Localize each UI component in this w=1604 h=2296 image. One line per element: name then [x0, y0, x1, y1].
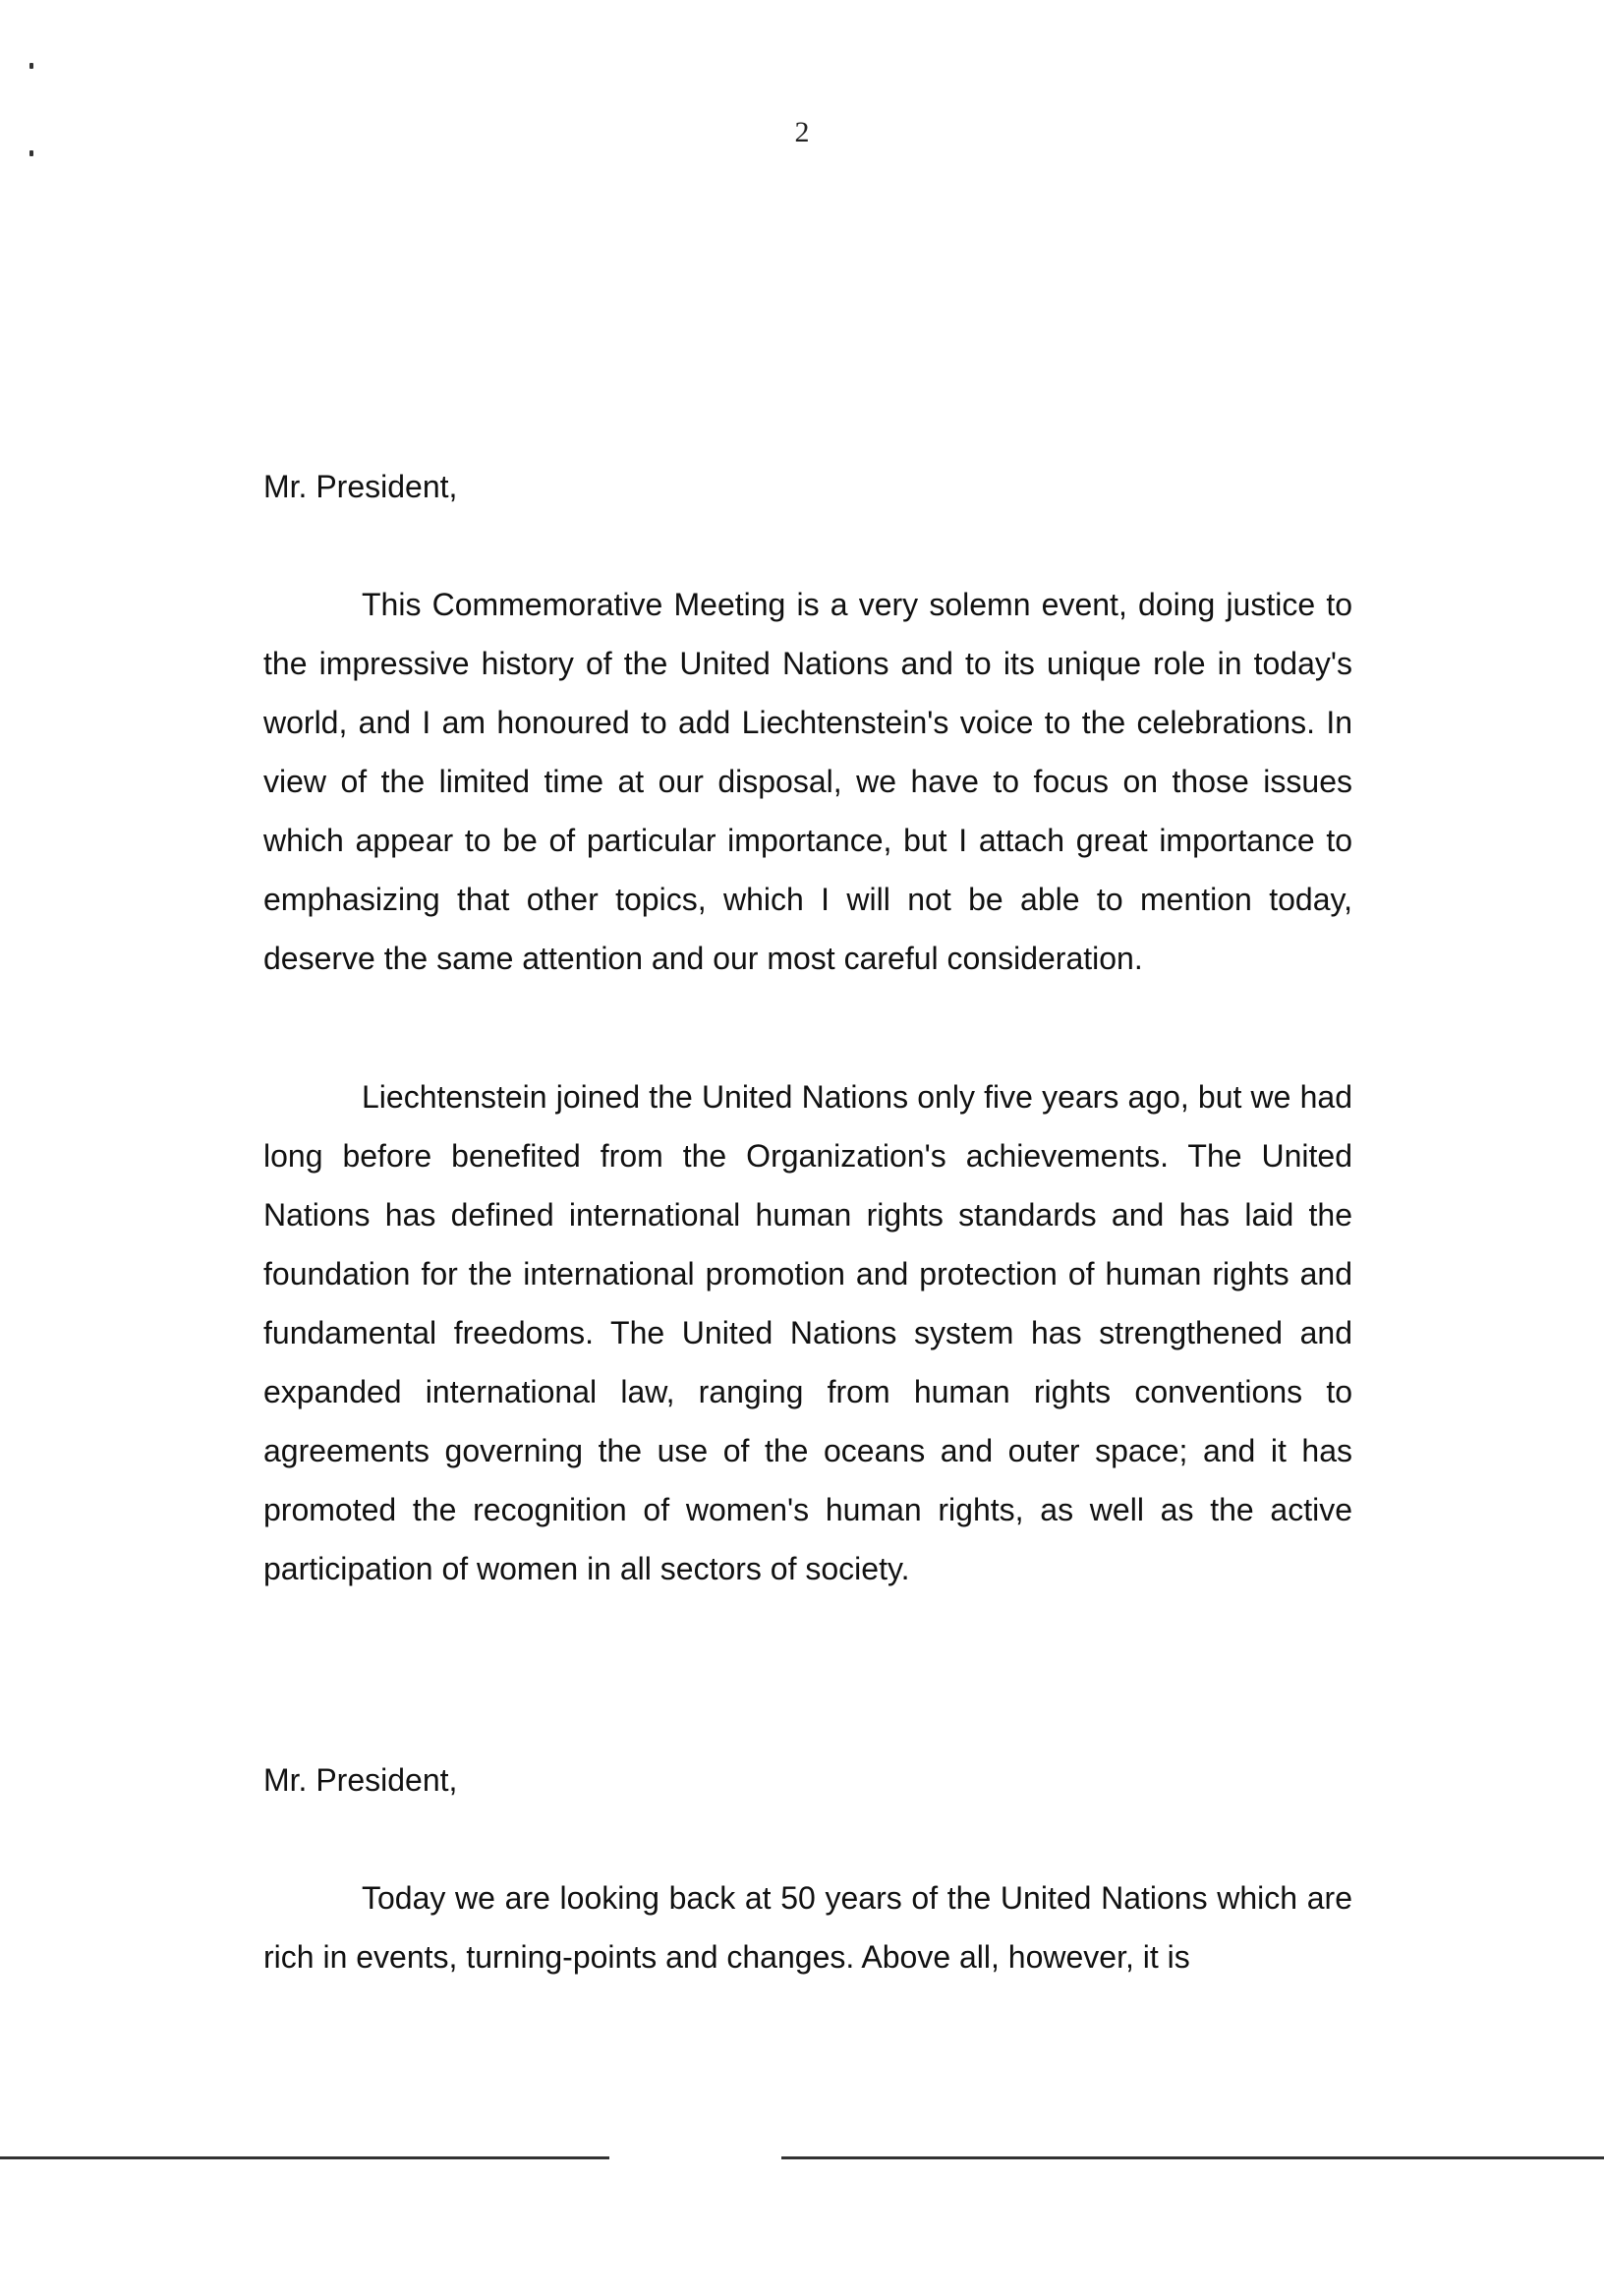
paragraph-commemorative-meeting	[263, 575, 1352, 988]
paragraph-text: Today we are looking back at 50 years of the United Nations which are rich in events, turning-points and changes. Above all, however, it is	[263, 1880, 1352, 1975]
footer-rule	[0, 2156, 609, 2159]
paragraph-liechtenstein-joined	[263, 1067, 1352, 1598]
page-number: 2	[794, 116, 810, 148]
paragraph-text: This Commemorative Meeting is a very solemn event, doing justice to the impressive history of the United Nations and to its unique role in today's world, and I am honoured to add Liechtenstein's voice to the celebrations. In view of the limited time at our disposal, we have to focus on those issues which appear to be of particular importance, but I attach great importance to emphasizing that other topics, which I will not be able to mention today, deserve the same attention and our most careful consideration.	[263, 587, 1352, 976]
salutation-second: Mr. President,	[263, 1762, 458, 1798]
footer-rule	[781, 2156, 1604, 2159]
paragraph-looking-back	[263, 1868, 1352, 1986]
scan-artifact	[29, 150, 33, 156]
paragraph-text: Liechtenstein joined the United Nations only five years ago, but we had long before benefited from the Organization's achievements. The United Nations has defined international human rights standards and has laid the foundation for the international promotion and protection of human rights and fundamental freedoms. The United Nations system has strengthened and expanded international law, ranging from human rights conventions to agreements governing the use of the oceans and outer space; and it has promoted the recognition of women's human rights, as well as the active participation of women in all sectors of society.	[263, 1079, 1352, 1586]
scan-artifact	[29, 63, 33, 69]
salutation-first: Mr. President,	[263, 469, 458, 504]
